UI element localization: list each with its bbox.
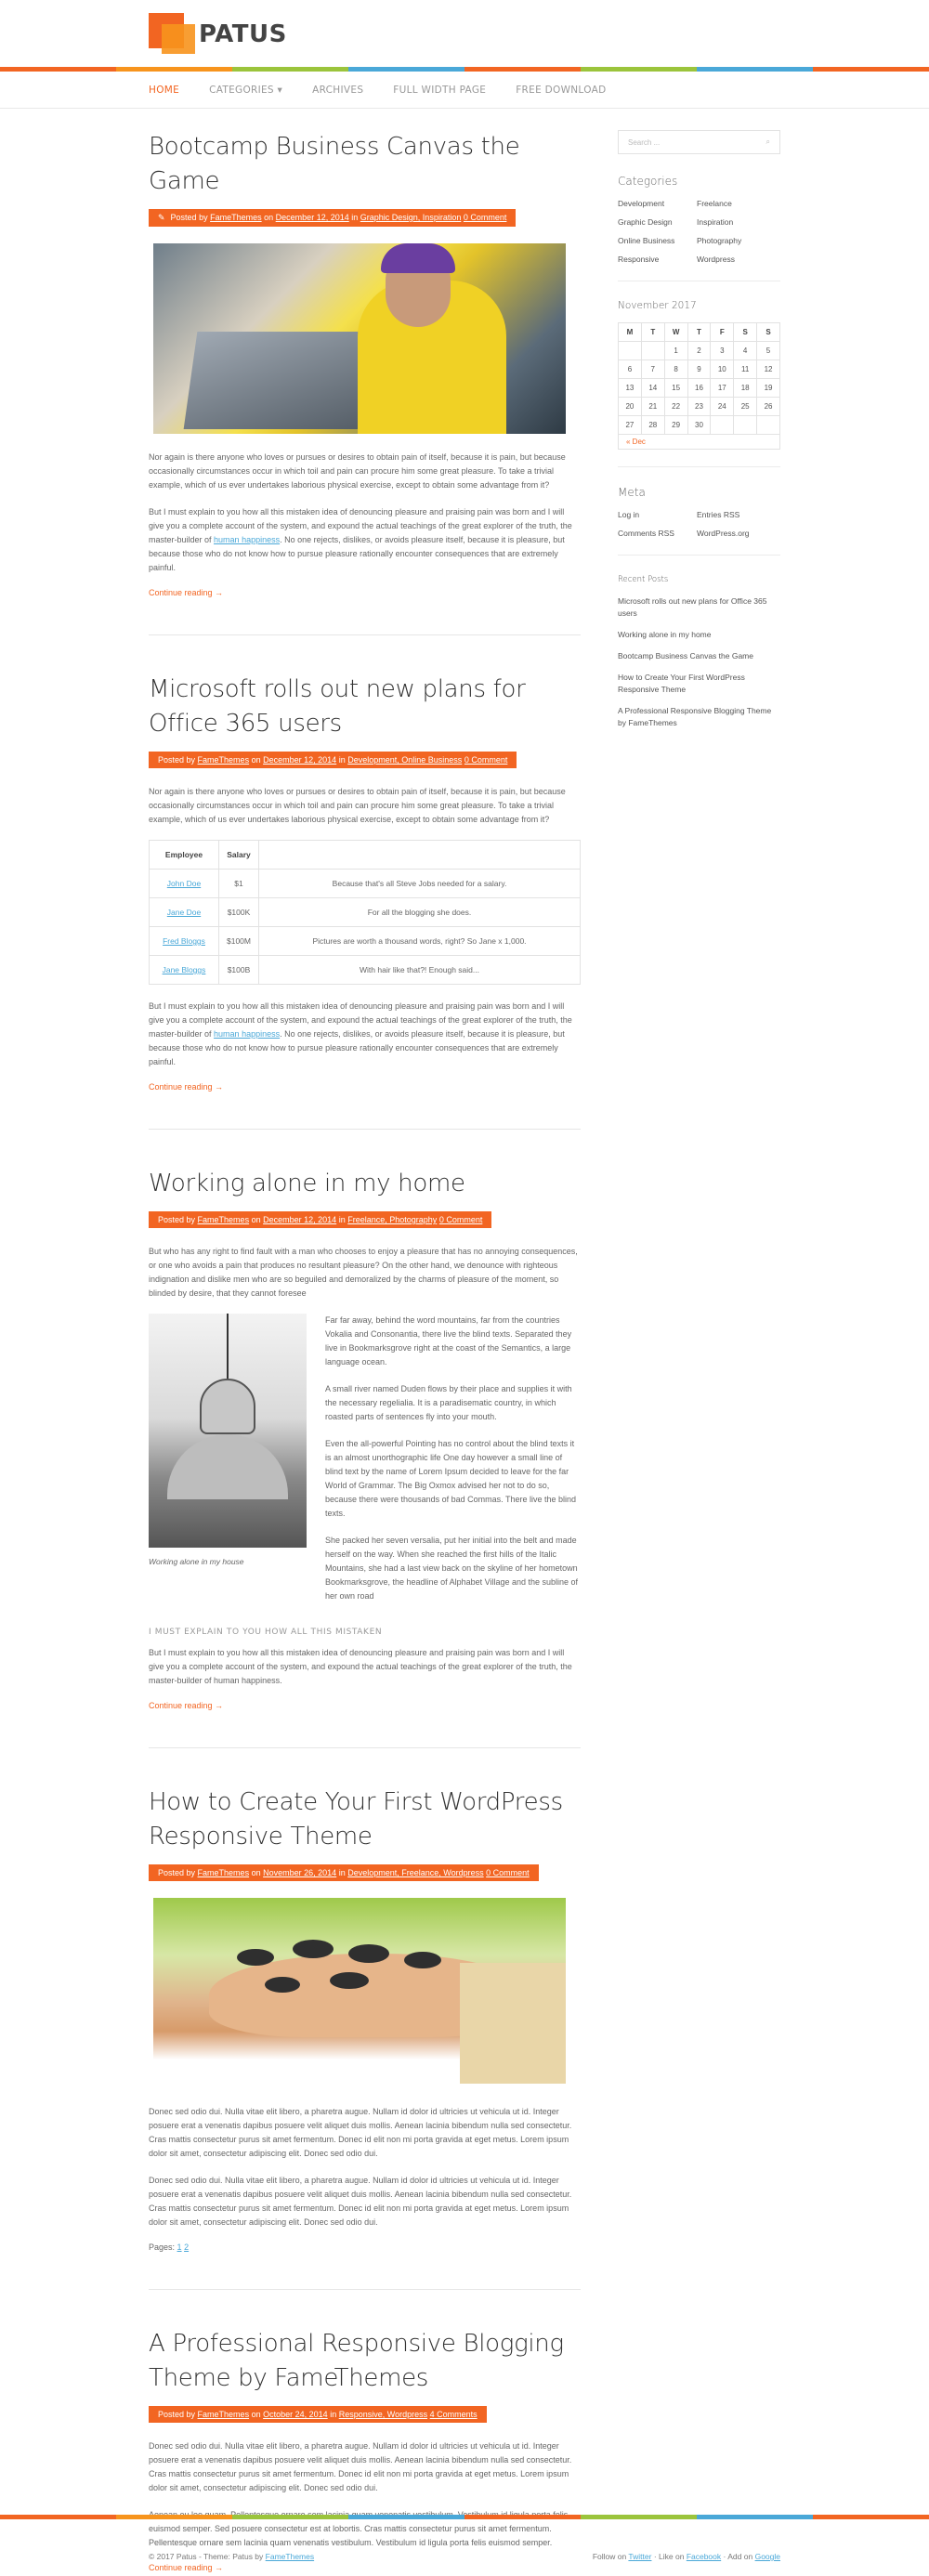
meta-widget: [618, 486, 780, 556]
recent-post-link[interactable]: Microsoft rolls out new plans for Office 365 users: [618, 596, 767, 618]
post-paragraph: Nor again is there anyone who loves or pursues or desires to obtain pain of itself, because it is pain, but because occasionally circumstances occur in which toil and pain can procure him some great pleasure. To take a trivial example, which of us ever undertakes laborious physical exercise, except to obtain some advantage from it?: [149, 787, 566, 824]
calendar-day: S: [734, 323, 757, 342]
meta-in: in: [351, 213, 359, 222]
table-cell: $100M: [219, 927, 259, 956]
calendar-date: 15: [664, 379, 687, 398]
table-header: Employee: [150, 841, 219, 870]
widget-title: Meta: [618, 486, 646, 499]
stripe-segment: [697, 2515, 813, 2519]
calendar-date: 7: [641, 360, 664, 379]
table-row: [150, 870, 581, 898]
inline-link[interactable]: human happiness: [214, 1029, 281, 1039]
calendar-date: 5: [757, 342, 780, 360]
stripe-segment: [813, 2515, 929, 2519]
post-paragraph: Donec sed odio dui. Nulla vitae elit libero, a pharetra augue. Nullam id dolor id ultricies ut vehicula ut id. Integer posuere erat a venenatis dapibus posuere velit aliquet duis mollis. Aenean lacinia bibendum nulla sed consectetur. Cras mattis consectetur purus sit amet fermentum. Donec id elit non mi porta gravida at eget metus. Lorem ipsum dolor sit amet, consectetur adipiscing elit. Donec sed odio dui.: [149, 2107, 572, 2158]
meta-author[interactable]: FameThemes: [197, 1868, 250, 1877]
stripe-segment: [464, 67, 581, 72]
recent-posts-widget: [618, 574, 780, 755]
widget-title: Categories: [618, 175, 678, 188]
meta-author[interactable]: FameThemes: [197, 2410, 250, 2419]
page-link-1[interactable]: 1: [177, 2243, 182, 2252]
post-meta: [149, 752, 517, 768]
stripe-segment: [464, 2515, 581, 2519]
figure-block: [149, 1314, 581, 1616]
nav-free-download[interactable]: FREE DOWNLOAD: [516, 84, 607, 96]
table-cell: With hair like that?! Enough said...: [259, 956, 581, 985]
calendar-date: 19: [757, 379, 780, 398]
calendar-date: 30: [687, 416, 711, 435]
calendar-prev-link[interactable]: « Dec: [618, 435, 780, 450]
figure-caption: Working alone in my house: [149, 1557, 244, 1566]
table-row: [150, 956, 581, 985]
post: [149, 673, 581, 1130]
search-icon[interactable]: ⌕: [765, 137, 770, 146]
table-cell-name[interactable]: John Doe: [150, 870, 219, 898]
post-title[interactable]: Microsoft rolls out new plans for Office 365 users: [149, 675, 526, 738]
post-title[interactable]: How to Create Your First WordPress Responsive Theme: [149, 1788, 563, 1850]
calendar-date: [711, 416, 734, 435]
recent-post-link[interactable]: Bootcamp Business Canvas the Game: [618, 651, 753, 660]
meta-link-entries-rss[interactable]: Entries RSS: [697, 510, 740, 519]
continue-reading-link[interactable]: Continue reading →: [149, 588, 224, 597]
post-paragraph: Donec sed odio dui. Nulla vitae elit libero, a pharetra augue. Nullam id dolor id ultricies ut vehicula ut id. Integer posuere erat a venenatis dapibus posuere velit aliquet duis mollis. Aenean lacinia bibendum nulla sed consectetur. Cras mattis consectetur purus sit amet fermentum. Donec id elit non mi porta gravida at eget metus. Lorem ipsum dolor sit amet, consectetur adipiscing elit. Donec sed odio dui.: [149, 2176, 572, 2227]
meta-comments[interactable]: 0 Comment: [438, 1215, 483, 1224]
meta-link-comments-rss[interactable]: Comments RSS: [618, 529, 674, 538]
calendar-date: 16: [687, 379, 711, 398]
table-cell-name[interactable]: Jane Doe: [150, 898, 219, 927]
pencil-icon: ✎: [158, 213, 165, 222]
post-paragraph: Far far away, behind the word mountains, far from the countries Vokalia and Consonantia, there live the blind texts. Separated they live in Bookmarksgrove right at the coast of the Semantics, a large language ocean.: [325, 1315, 572, 1366]
meta-author[interactable]: FameThemes: [197, 755, 250, 765]
nav-archives[interactable]: ARCHIVES: [312, 84, 364, 96]
calendar-widget: [618, 300, 780, 467]
figure-image[interactable]: [149, 1314, 307, 1548]
calendar-date: 20: [619, 398, 642, 416]
category-link[interactable]: Wordpress: [697, 255, 735, 264]
stripe-segment: [116, 67, 232, 72]
post-meta: [149, 1211, 491, 1228]
color-stripe: [0, 67, 929, 72]
color-stripe: [0, 2515, 929, 2519]
footer-credit-link[interactable]: FameThemes: [265, 2552, 315, 2561]
recent-post-link[interactable]: A Professional Responsive Blogging Theme by FameThemes: [618, 706, 772, 727]
logo-text: PATUS: [199, 20, 287, 48]
category-link[interactable]: Responsive: [618, 255, 660, 264]
stripe-segment: [581, 67, 697, 72]
stripe-segment: [116, 2515, 232, 2519]
table-cell: $1: [219, 870, 259, 898]
meta-on: on: [251, 1868, 261, 1877]
stripe-segment: [0, 67, 116, 72]
calendar-date: 18: [734, 379, 757, 398]
search-input[interactable]: [618, 130, 780, 154]
post-title[interactable]: A Professional Responsive Blogging Theme by FameThemes: [149, 2330, 564, 2392]
figure-text: [325, 1314, 581, 1616]
category-link[interactable]: Freelance: [697, 199, 732, 208]
calendar-date: 14: [641, 379, 664, 398]
calendar-date: 8: [664, 360, 687, 379]
category-link[interactable]: Online Business: [618, 236, 675, 245]
category-link[interactable]: Inspiration: [697, 217, 734, 227]
footer-social: Follow on Twitter · Like on Facebook · Add on Google: [592, 2552, 780, 2561]
widget-title: Recent Posts: [618, 575, 669, 584]
calendar-date: 2: [687, 342, 711, 360]
category-link[interactable]: Graphic Design: [618, 217, 673, 227]
calendar-date: [757, 416, 780, 435]
post-meta: [149, 1864, 539, 1881]
main-nav: [0, 72, 929, 109]
meta-categories[interactable]: Development, Freelance, Wordpress: [347, 1868, 484, 1877]
pages-label: Pages:: [149, 2243, 176, 2252]
post-paragraph: Donec sed odio dui. Nulla vitae elit libero, a pharetra augue. Nullam id dolor id ultricies ut vehicula ut id. Integer posuere erat a venenatis dapibus posuere velit aliquet duis mollis. Aenean lacinia bibendum nulla sed consectetur. Cras mattis consectetur purus sit amet fermentum. Donec id elit non mi porta gravida at eget metus. Lorem ipsum dolor sit amet, consectetur adipiscing elit. Donec sed odio dui.: [149, 2441, 572, 2492]
stripe-segment: [348, 2515, 464, 2519]
meta-categories[interactable]: Freelance, Photography: [347, 1215, 438, 1224]
calendar-date: 12: [757, 360, 780, 379]
calendar-day: T: [641, 323, 664, 342]
meta-date[interactable]: December 12, 2014: [275, 213, 349, 222]
twitter-link[interactable]: Twitter: [628, 2552, 652, 2561]
meta-on: on: [264, 213, 274, 222]
calendar-day: T: [687, 323, 711, 342]
stripe-segment: [813, 67, 929, 72]
nav-categories[interactable]: CATEGORIES ▾: [209, 84, 283, 96]
calendar-date: 10: [711, 360, 734, 379]
stripe-segment: [348, 67, 464, 72]
post-paragraph: But who has any right to find fault with a man who chooses to enjoy a pleasure that has no annoying consequences, or one who avoids a pain that produces no resultant pleasure? On the other hand, we denounce with righteous indignation and dislike men who are so beguiled and demoralized by the charms of pleasure of the moment, so blinded by desire, that they cannot foresee: [149, 1247, 578, 1298]
post-title[interactable]: Working alone in my home: [149, 1170, 465, 1197]
calendar-day: F: [711, 323, 734, 342]
continue-reading-link[interactable]: Continue reading →: [149, 2563, 224, 2572]
meta-categories[interactable]: Development, Online Business: [347, 755, 463, 765]
facebook-link[interactable]: Facebook: [686, 2552, 722, 2561]
meta-prefix: Posted by: [158, 1215, 196, 1224]
categories-widget: [618, 175, 780, 281]
stripe-segment: [0, 2515, 116, 2519]
calendar-date: 17: [711, 379, 734, 398]
calendar-date: 28: [641, 416, 664, 435]
calendar-date: 4: [734, 342, 757, 360]
meta-date[interactable]: November 26, 2014: [263, 1868, 337, 1877]
recent-post-link[interactable]: How to Create Your First WordPress Responsive Theme: [618, 673, 745, 694]
meta-prefix: Posted by: [170, 213, 208, 222]
stripe-segment: [232, 2515, 348, 2519]
calendar-date: 21: [641, 398, 664, 416]
meta-on: on: [251, 1215, 261, 1224]
stripe-segment: [581, 2515, 697, 2519]
site-header: [0, 0, 929, 67]
figure: [149, 1314, 307, 1616]
sidebar: [618, 130, 780, 774]
meta-in: in: [338, 1868, 346, 1877]
continue-reading-link[interactable]: Continue reading →: [149, 1082, 224, 1092]
meta-comments[interactable]: 0 Comment: [464, 755, 508, 765]
employee-table: [149, 840, 581, 985]
calendar-table: [618, 322, 780, 435]
meta-link-wordpress[interactable]: WordPress.org: [697, 529, 750, 538]
calendar-day: M: [619, 323, 642, 342]
post-featured-image[interactable]: [153, 1898, 566, 2088]
meta-prefix: Posted by: [158, 1868, 196, 1877]
meta-on: on: [251, 2410, 261, 2419]
post-featured-image[interactable]: [153, 243, 566, 434]
footer-bar: [0, 2538, 929, 2575]
post-paragraph: Even the all-powerful Pointing has no control about the blind texts it is an almost unorthographic life One day however a small line of blind text by the name of Lorem Ipsum decided to leave for the far World of Grammar. The Big Oxmox advised her not to do so, because there were thousands of bad Commas. There live the blind texts.: [325, 1439, 576, 1518]
table-header-row: [150, 841, 581, 870]
stripe-segment: [697, 67, 813, 72]
post: [149, 1167, 581, 1748]
recent-post-link[interactable]: Working alone in my home: [618, 630, 712, 639]
continue-reading-link[interactable]: Continue reading →: [149, 1701, 224, 1710]
post-paragraph: But I must explain to you how all this mistaken idea of denouncing pleasure and praising pain was born and I will give you a complete account of the system, and expound the actual teachings of the great explorer of the truth, the master-builder of human happiness.: [149, 1648, 572, 1685]
search-placeholder: Search ...: [628, 137, 661, 147]
meta-comments[interactable]: 0 Comment: [486, 1868, 530, 1877]
calendar-date: 27: [619, 416, 642, 435]
calendar-date: 11: [734, 360, 757, 379]
post-meta: [149, 209, 516, 227]
post-meta: [149, 2406, 487, 2423]
table-cell-name[interactable]: Jane Bloggs: [150, 956, 219, 985]
meta-date[interactable]: December 12, 2014: [263, 1215, 337, 1224]
pagination: [149, 2243, 581, 2252]
site-footer: [0, 2515, 929, 2575]
calendar-date: 25: [734, 398, 757, 416]
meta-on: on: [251, 755, 261, 765]
table-cell: For all the blogging she does.: [259, 898, 581, 927]
meta-date[interactable]: December 12, 2014: [263, 755, 337, 765]
calendar-date: 26: [757, 398, 780, 416]
table-cell: Pictures are worth a thousand words, right? So Jane x 1,000.: [259, 927, 581, 956]
page-link-2[interactable]: 2: [184, 2243, 190, 2252]
meta-in: in: [338, 755, 346, 765]
post-paragraph: A small river named Duden flows by their place and supplies it with the necessary regelialia. It is a paradisematic country, in which roasted parts of sentences fly into your mouth.: [325, 1384, 572, 1421]
post: [149, 1785, 581, 2290]
site-logo[interactable]: [149, 13, 287, 56]
nav-home[interactable]: HOME: [149, 84, 180, 96]
table-row: [150, 898, 581, 927]
post: [149, 130, 581, 635]
calendar-date: 13: [619, 379, 642, 398]
calendar-date: [619, 342, 642, 360]
meta-author[interactable]: FameThemes: [210, 213, 262, 222]
meta-link-login[interactable]: Log in: [618, 510, 640, 519]
post-subheading: I MUST EXPLAIN TO YOU HOW ALL THIS MISTAKEN: [149, 1628, 383, 1637]
meta-author[interactable]: FameThemes: [197, 1215, 250, 1224]
post-paragraph: euismod semper. Sed posuere consectetur est at lobortis. Cras mattis consectetur purus sit amet fermentum. Pellentesque ornare sem lacinia quam venenatis vestibulum. Vestibulum id ligula porta felis euismod semper.: [149, 2524, 553, 2547]
main-content: [149, 130, 581, 2576]
calendar-date: 3: [711, 342, 734, 360]
table-cell: Because that's all Steve Jobs needed for a salary.: [259, 870, 581, 898]
calendar-date: 9: [687, 360, 711, 379]
calendar-day: W: [664, 323, 687, 342]
calendar-date: 29: [664, 416, 687, 435]
calendar-date: 22: [664, 398, 687, 416]
category-link[interactable]: Photography: [697, 236, 742, 245]
post-paragraph: Nor again is there anyone who loves or pursues or desires to obtain pain of itself, because it is pain, but because occasionally circumstances occur in which toil and pain can procure him some great pleasure. To take a trivial example, which of us ever undertakes laborious physical exercise, except to obtain some advantage from it?: [149, 452, 566, 490]
meta-in: in: [330, 2410, 337, 2419]
footer-credit: © 2017 Patus - Theme: Patus by FameThemes: [149, 2552, 315, 2561]
post-paragraph: She packed her seven versalia, put her initial into the belt and made herself on the way. When she reached the first hills of the Italic Mountains, she had a last view back on the skyline of her hometown Bookmarksgrove, the headline of Alphabet Village and the subline of her own road: [325, 1536, 579, 1601]
calendar-date: 6: [619, 360, 642, 379]
table-cell: $100B: [219, 956, 259, 985]
meta-in: in: [338, 1215, 346, 1224]
meta-categories[interactable]: Graphic Design, Inspiration: [360, 213, 462, 222]
calendar-day: S: [757, 323, 780, 342]
calendar-date: [734, 416, 757, 435]
table-cell: $100K: [219, 898, 259, 927]
meta-categories[interactable]: Responsive, Wordpress: [338, 2410, 428, 2419]
calendar-date: [641, 342, 664, 360]
meta-date[interactable]: October 24, 2014: [263, 2410, 328, 2419]
meta-comments[interactable]: 0 Comment: [463, 213, 507, 222]
table-header: Salary: [219, 841, 259, 870]
stripe-segment: [232, 67, 348, 72]
category-link[interactable]: Development: [618, 199, 665, 208]
google-link[interactable]: Google: [754, 2552, 780, 2561]
logo-mark-icon: [149, 13, 197, 56]
meta-prefix: Posted by: [158, 755, 196, 765]
table-cell-name[interactable]: Fred Bloggs: [150, 927, 219, 956]
calendar-title: November 2017: [618, 300, 697, 311]
post-title[interactable]: Bootcamp Business Canvas the Game: [149, 133, 520, 195]
calendar-date: 1: [664, 342, 687, 360]
post-paragraph: But I must explain to you how all this mistaken idea of denouncing pleasure and praising pain was born and I will give you a complete account of the system, and expound the actual teachings of the great explorer of the truth, the master-builder of human happiness. No one rejects, dislikes, or avoids pleasure itself, because it is pleasure, but because those who do not know how to pursue pleasure rationally encounter consequences that are extremely painful.: [149, 507, 572, 572]
post-paragraph: But I must explain to you how all this mistaken idea of denouncing pleasure and praising pain was born and I will give you a complete account of the system, and expound the actual teachings of the great explorer of the truth, the master-builder of human happiness. No one rejects, dislikes, or avoids pleasure itself, because it is pleasure, but because those who do not know how to pursue pleasure rationally encounter consequences that are extremely painful.: [149, 1001, 572, 1066]
table-row: [150, 927, 581, 956]
calendar-date: 23: [687, 398, 711, 416]
nav-full-width-page[interactable]: FULL WIDTH PAGE: [393, 84, 487, 96]
meta-prefix: Posted by: [158, 2410, 196, 2419]
table-header: [259, 841, 581, 870]
meta-comments[interactable]: 4 Comments: [429, 2410, 478, 2419]
inline-link[interactable]: human happiness: [214, 535, 281, 544]
calendar-date: 24: [711, 398, 734, 416]
